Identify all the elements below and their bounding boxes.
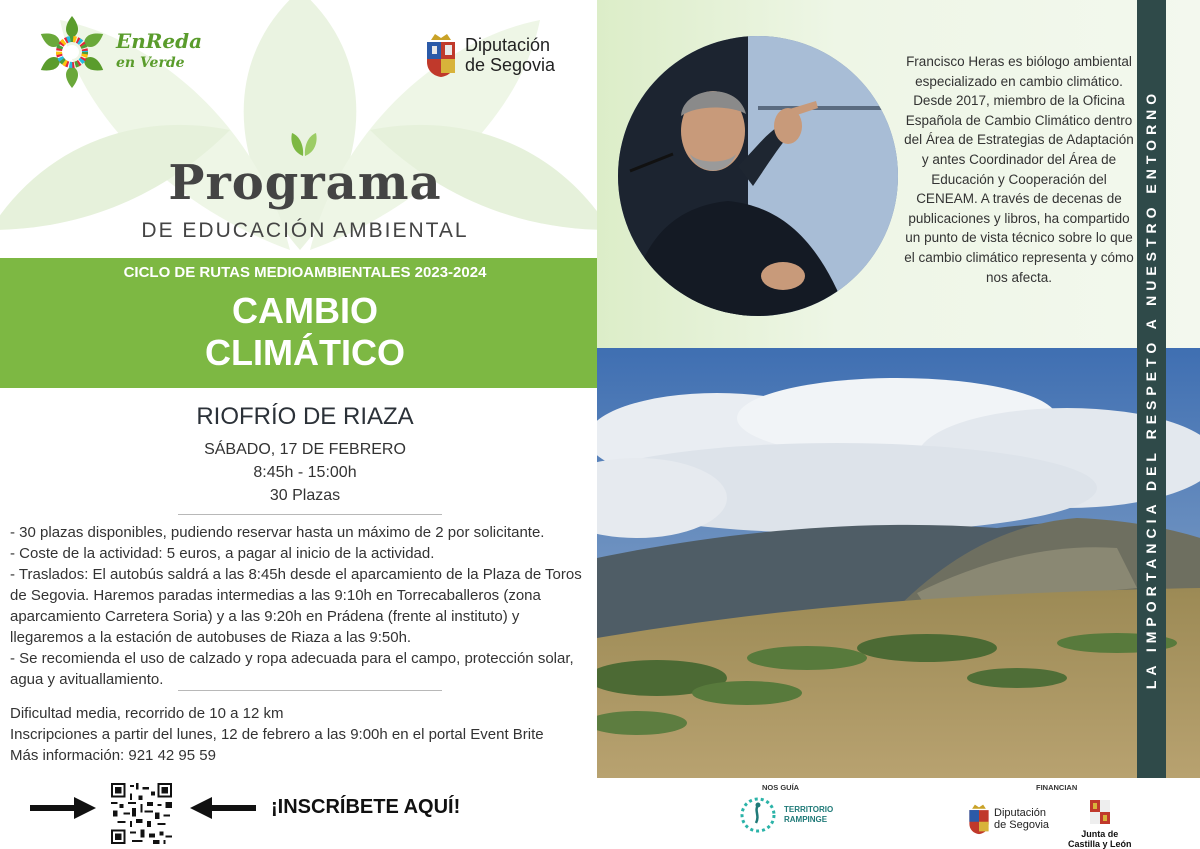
guide-line2: RAMPINGE [784,815,828,824]
info-difficulty: Dificultad media, recorrido de 10 a 12 km [10,705,284,722]
arrow-left-icon [190,797,256,819]
details-list [10,522,595,690]
enreda-en-verde-logo [34,14,202,90]
diputacion-line2: de Segovia [465,55,556,75]
info-contact: Más información: 921 42 95 59 [10,747,216,764]
detail-item: - Coste de la actividad: 5 euros, a pagar al inicio de la actividad. [10,545,435,562]
funder-diputacion-logo [968,803,1049,835]
register-call-to-action[interactable]: ¡INSCRÍBETE AQUÍ! [271,796,461,818]
arrow-right-icon [30,797,96,819]
event-date: SÁBADO, 17 DE FEBRERO [204,441,406,458]
info-block [10,703,595,766]
qr-code[interactable] [111,783,172,844]
info-registration: Inscripciones a partir del lunes, 12 de febrero a las 9:00h en el portal Event Brite [10,726,544,743]
detail-item: - Se recomienda el uso de calzado y ropa adecuada para el campo, protección solar, agua y avituallamiento. [10,650,574,688]
slogan-text: LA IMPORTANCIA DEL RESPETO A NUESTRO ENTORNO [1143,88,1159,690]
mountain-landscape-icon [597,348,1200,778]
program-title: Programa [168,155,442,211]
landscape-photo [597,348,1200,778]
left-panel [0,0,597,848]
diputacion-line1: Diputación [465,35,551,55]
funder2-line2: Castilla y León [1068,839,1132,849]
funder1-line1: Diputación [994,807,1046,819]
divider-top [178,514,442,515]
diputacion-segovia-logo [425,32,555,78]
funder2-line1: Junta de [1081,829,1119,839]
topic-line2: CLIMÁTICO [205,332,405,373]
divider-bottom [178,690,442,691]
enreda-line1: EnReda [116,29,203,53]
funder1-line2: de Segovia [994,819,1050,831]
qr-code-icon [111,783,172,844]
sdg-wheel-icon [34,14,110,90]
topic-title [0,290,610,374]
event-place: RIOFRÍO DE RIAZA [196,403,414,430]
detail-item: - Traslados: El autobús saldrá a las 8:45h desde el aparcamiento de la Plaza de Toros de Segovia. Haremos paradas intermedias a las 9:10h en Torrecaballeros (zona aparcamiento Carretera Soria) y a las 9:20h en Prádena (frente al instituto) y llegaremos a la estación de autobuses de Riaza a las 9:50h. [10,566,582,646]
funders-label: FINANCIAN [1036,783,1078,792]
cycle-label: CICLO DE RUTAS MEDIOAMBIENTALES 2023-2024 [123,264,487,281]
junta-shield-icon [1090,800,1110,824]
funder-junta-logo [1068,800,1132,849]
speaker-portrait [618,36,898,316]
event-time: 8:45h - 15:00h [253,464,357,481]
detail-item: - 30 plazas disponibles, pudiendo reservar hasta un máximo de 2 por solicitante. [10,524,545,541]
coat-of-arms-small-icon [968,803,990,835]
guide-line1: TERRITORIO [784,805,834,814]
speaker-photo-icon [618,36,898,316]
territorio-rampinge-logo [738,795,833,835]
speaker-bio: Francisco Heras es biólogo ambiental especializado en cambio climático. Desde 2017, miembro de la Oficina Española de Cambio Climático dentro del Área de Estrategias de Adaptación y antes Coordinador del Área de Educación y Cooperación del CENEAM. A través de decenas de publicaciones y libros, ha compartido un punto de vista técnico sobre lo que el cambio climático representa y cómo nos afecta. [904,54,1134,285]
topic-line1: CAMBIO [232,290,378,331]
sprout-icon [289,128,319,158]
territorio-rampinge-icon [738,795,778,835]
event-seats: 30 Plazas [269,487,341,504]
program-subtitle: DE EDUCACIÓN AMBIENTAL [141,219,469,242]
coat-of-arms-icon [425,32,457,78]
enreda-line2: en Verde [116,55,185,71]
guide-label: NOS GUÍA [762,783,800,792]
